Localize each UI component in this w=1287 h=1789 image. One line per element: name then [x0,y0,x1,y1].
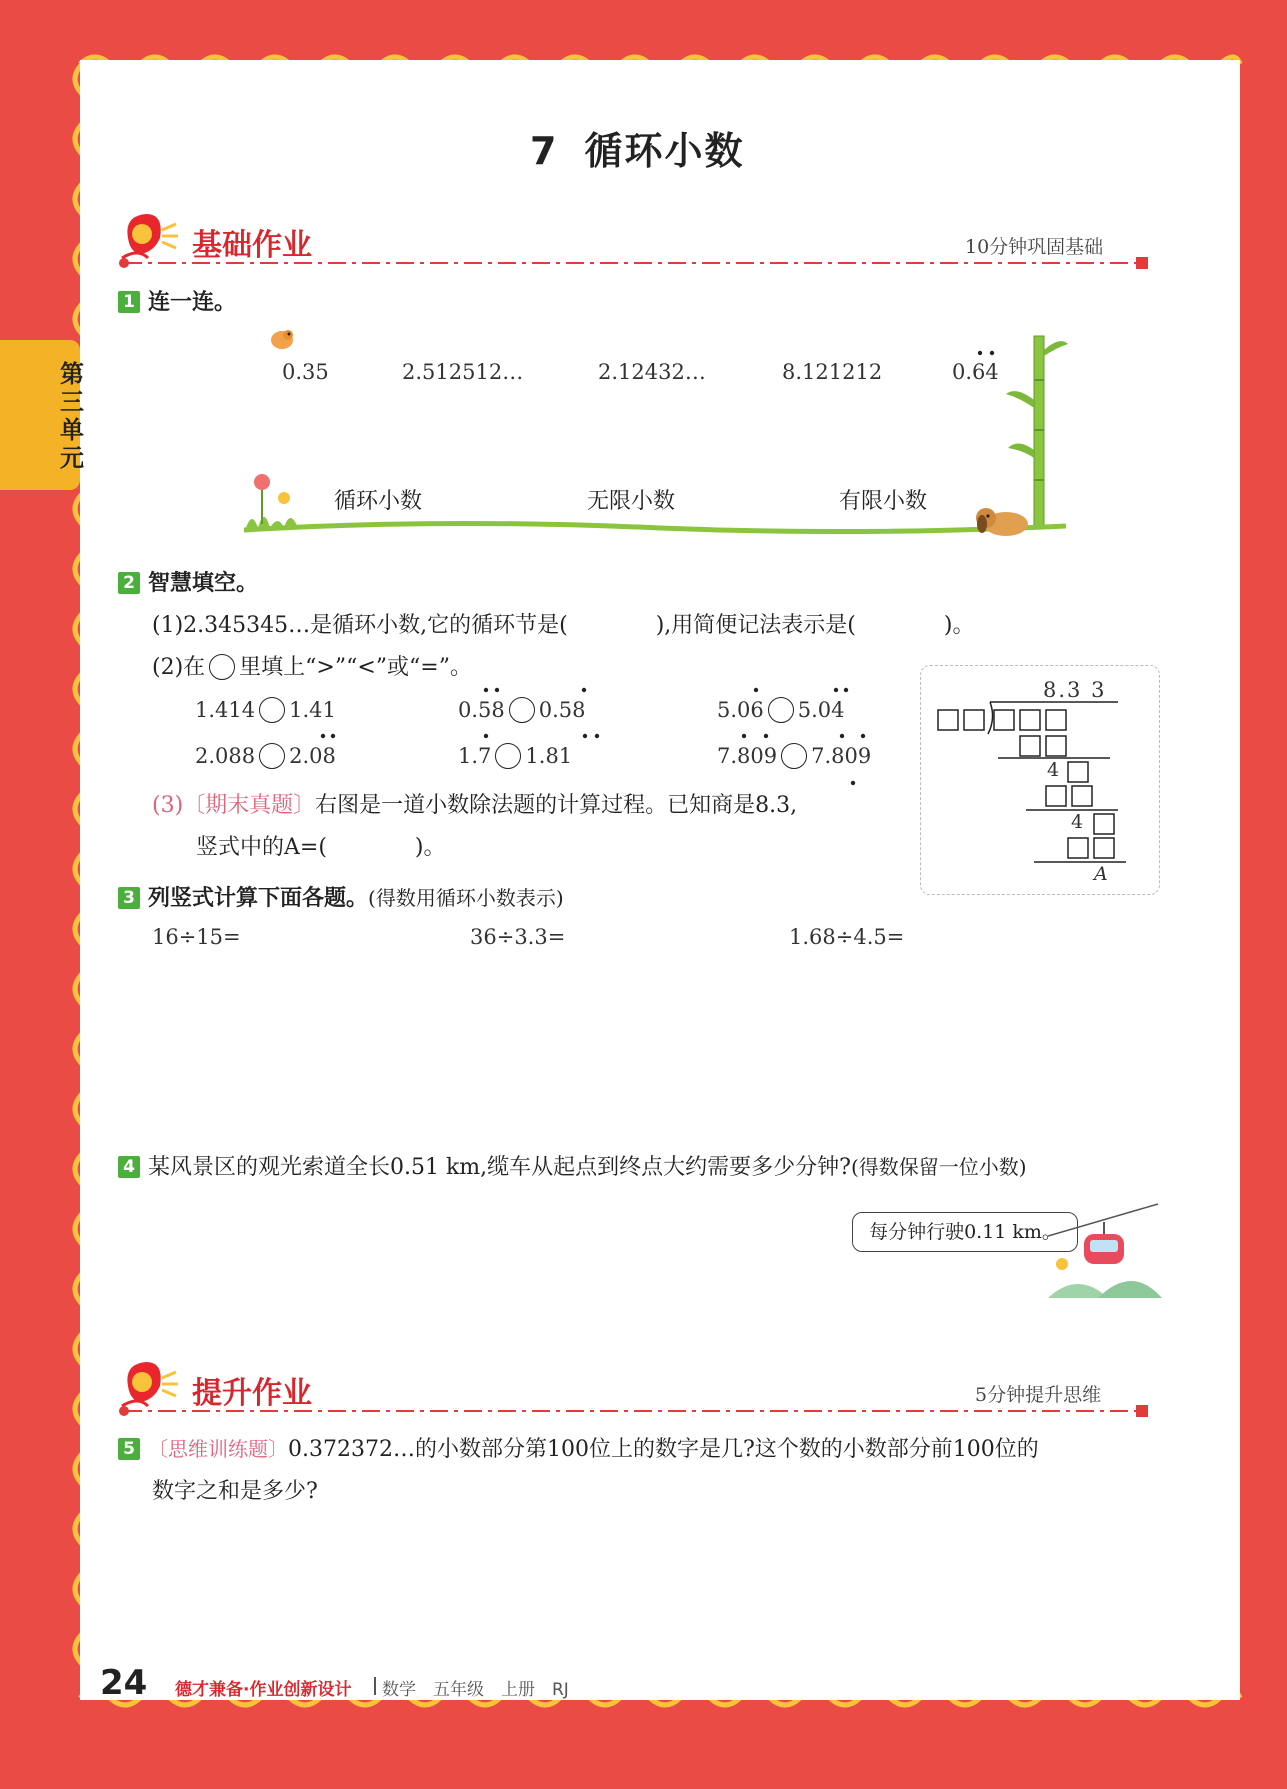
compare-right: 2.08 [289,744,336,768]
q2-title: 智慧填空。 [148,571,259,596]
compare-left: 5.06 [717,698,764,722]
section-basic-title: 基础作业 [192,228,312,263]
repeat-dot-marks [0,680,900,760]
q1-title: 连一连。 [148,290,237,315]
q5-line1 [118,1432,1039,1463]
q1-number-2[interactable]: 2.12432… [598,360,706,384]
compare-right: 7.809 [811,744,872,768]
q5-text: 0.372372…的小数部分第100位上的数字是几?这个数的小数部分前100位的 [288,1437,1039,1462]
q4-heading [118,1150,1027,1181]
repeat-dots [976,349,1000,357]
q4-extra: (得数保留一位小数) [850,1155,1027,1179]
lamp-icon-2 [118,1356,180,1408]
compare-right: 0.58 [538,698,586,722]
q2-part1: (1)2.345345…是循环小数,它的循环节是( ),用简便记法表示是( )。 [152,613,975,638]
q5-tag: 〔思维训练题〕 [148,1437,288,1461]
compare-left: 7.809 [717,744,778,768]
q2-number: 2 [118,572,140,594]
compare-left: 1.414 [195,698,256,722]
q2-heading [118,566,258,597]
q3-problem-2: 1.68÷4.5= [789,925,905,949]
division-quotient: 8.3 3 [1043,678,1107,702]
division-layout [930,670,1150,890]
q2-part3-text: 右图是一道小数除法题的计算过程。已知商是8.3, [315,793,798,818]
footer-divider [374,1677,376,1695]
q1-number-1[interactable]: 2.512512… [402,360,524,384]
q1-number-4[interactable]: 0.64 [952,360,999,384]
compare-right: 5.04 [797,698,845,722]
compare-left: 0.58 [458,698,505,722]
section-basic-divider [116,254,1162,274]
q1-number-3[interactable]: 8.121212 [782,360,883,384]
compare-left: 1.7 [458,744,492,768]
q2-part2 [152,650,472,681]
q2-part3-line2: 竖式中的A=( )。 [196,835,446,860]
title-number: 7 [530,129,559,173]
q2-part2-prefix: (2)在 [152,655,206,680]
q3-heading [118,881,564,912]
q1-category-0[interactable]: 循环小数 [334,489,423,514]
footer-info: 数学 五年级 上册 RJ [382,1680,569,1700]
q1-number-0[interactable]: 0.35 [282,360,329,384]
q2-part2-suffix: 里填上“>”“<”或“=”。 [239,655,472,680]
division-digit-1: 4 [1047,759,1060,781]
section-advanced-divider [116,1402,1162,1422]
lamp-icon [118,208,180,260]
q3-problem-0: 16÷15= [152,925,241,949]
unit-tab-label: 第三单元 [60,360,84,472]
title-text: 循环小数 [584,129,745,173]
q4-number: 4 [118,1156,140,1178]
q2-part3-tag: (3)〔期末真题〕 [152,793,316,818]
q5-line2: 数字之和是多少? [152,1479,318,1504]
speech-bubble: 每分钟行驶0.11 km。 [852,1212,1078,1252]
q4-text: 某风景区的观光索道全长0.51 km,缆车从起点到终点大约需要多少分钟? [148,1155,851,1180]
q3-title: 列竖式计算下面各题。 [148,886,369,911]
q3-problem-1: 36÷3.3= [470,925,566,949]
q3-extra: (得数用循环小数表示) [368,886,564,910]
q3-number: 3 [118,887,140,909]
section-advanced-note: 5分钟提升思维 [975,1384,1102,1406]
q1-category-2[interactable]: 有限小数 [839,489,928,514]
q1-number: 1 [118,291,140,313]
circle-icon [209,654,235,680]
q1-category-1[interactable]: 无限小数 [587,489,676,514]
section-advanced-title: 提升作业 [192,1376,312,1411]
compare-right: 1.81 [525,744,573,768]
division-remainder: A [1094,863,1108,885]
division-digit-2: 4 [1071,811,1084,833]
page-number: 24 [100,1663,148,1703]
repeat-dot-mark [849,779,857,787]
bird-icon [266,324,298,352]
page-title [530,120,744,175]
compare-right: 1.41 [289,698,336,722]
footer-brand: 德才兼备·作业创新设计 [175,1680,352,1700]
section-basic-note: 10分钟巩固基础 [965,236,1104,258]
dog-icon [968,500,1038,540]
q5-number: 5 [118,1438,140,1460]
q1-heading [118,285,236,316]
cable-car-icon [1048,1200,1162,1300]
compare-left: 2.088 [195,744,256,768]
q2-part3 [152,788,797,819]
